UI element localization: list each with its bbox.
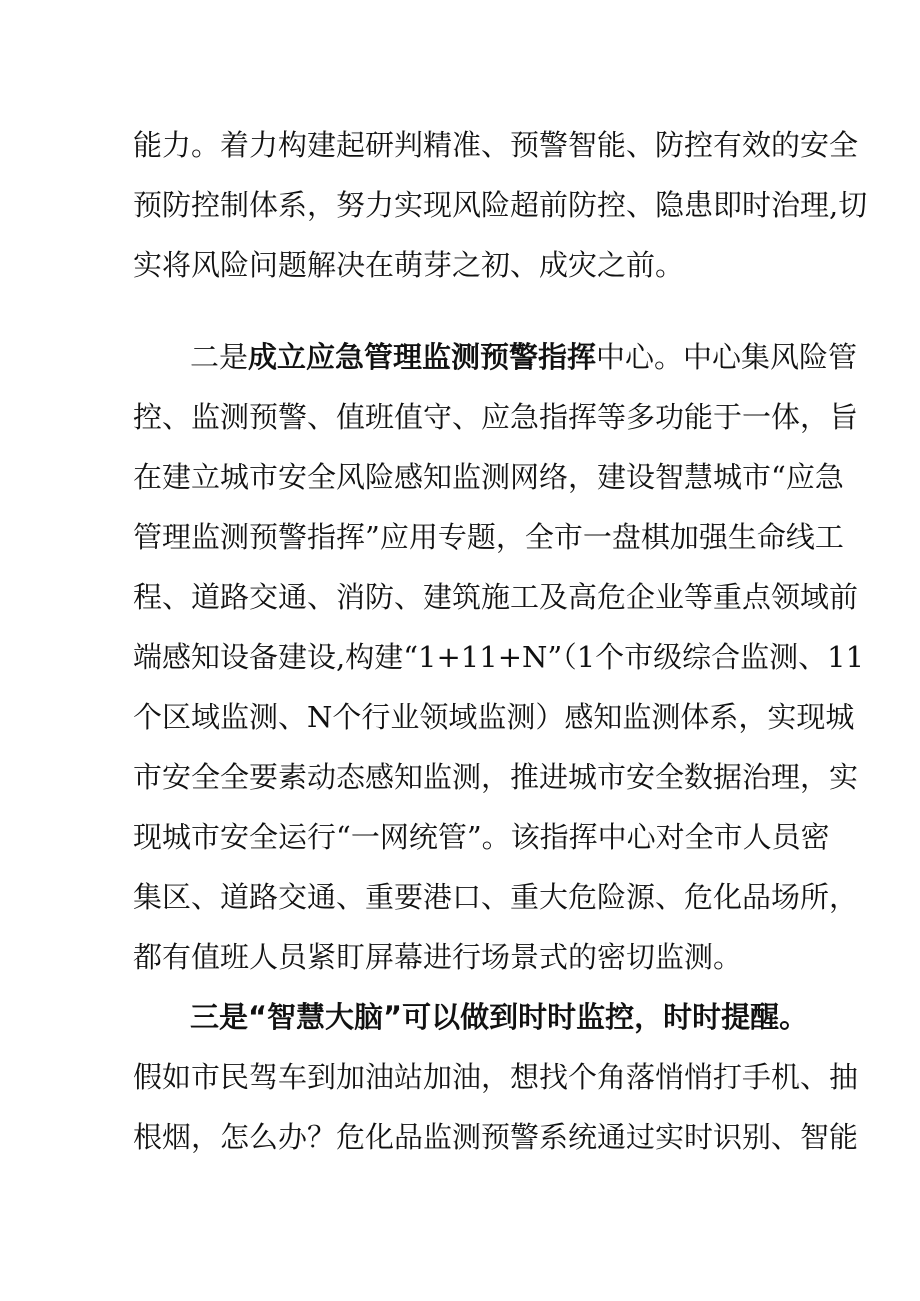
p1-line-3: 实将风险问题解决在萌芽之初、成灾之前。 xyxy=(133,248,685,282)
p2-line-5: 端感知设备建设,构建“1+11+N”（1个市级综合监测、11 xyxy=(133,640,865,674)
p2-lead-bold: 成立应急管理监测预警指挥 xyxy=(248,340,597,374)
p3-line-1: 假如市民驾车到加油站加油，想找个角落悄悄打手机、抽 xyxy=(133,1060,859,1094)
p2-lead-prefix: 二是 xyxy=(190,340,249,374)
p3-heading: 三是“智慧大脑”可以做到时时监控，时时提醒。 xyxy=(190,1000,809,1034)
p2-line-9: 集区、道路交通、重要港口、重大危险源、危化品场所， xyxy=(133,880,859,914)
p1-line-1: 能力。着力构建起研判精准、预警智能、防控有效的安全 xyxy=(133,128,859,162)
p2-line-8: 现城市安全运行“一网统管”。该指挥中心对全市人员密 xyxy=(133,820,830,854)
p2-lead-suffix: 中心。中心集风险管 xyxy=(596,340,858,374)
p2-line-3: 管理监测预警指挥”应用专题，全市一盘棋加强生命线工 xyxy=(133,520,844,554)
p2-line-10: 都有值班人员紧盯屏幕进行场景式的密切监测。 xyxy=(133,940,743,974)
p2-line-2: 在建立城市安全风险感知监测网络，建设智慧城市“应急 xyxy=(133,460,844,494)
p2-line-1: 控、监测预警、值班值守、应急指挥等多功能于一体，旨 xyxy=(133,400,859,434)
p1-line-2: 预防控制体系，努力实现风险超前防控、隐患即时治理,切 xyxy=(133,188,868,222)
p2-line-6: 个区域监测、N个行业领域监测）感知监测体系，实现城 xyxy=(133,700,855,734)
p2-lead-line xyxy=(190,337,858,377)
p3-line-2: 根烟，怎么办？危化品监测预警系统通过实时识别、智能 xyxy=(133,1120,859,1154)
p2-line-7: 市安全全要素动态感知监测，推进城市安全数据治理，实 xyxy=(133,760,859,794)
p2-line-4: 程、道路交通、消防、建筑施工及高危企业等重点领域前 xyxy=(133,580,859,614)
